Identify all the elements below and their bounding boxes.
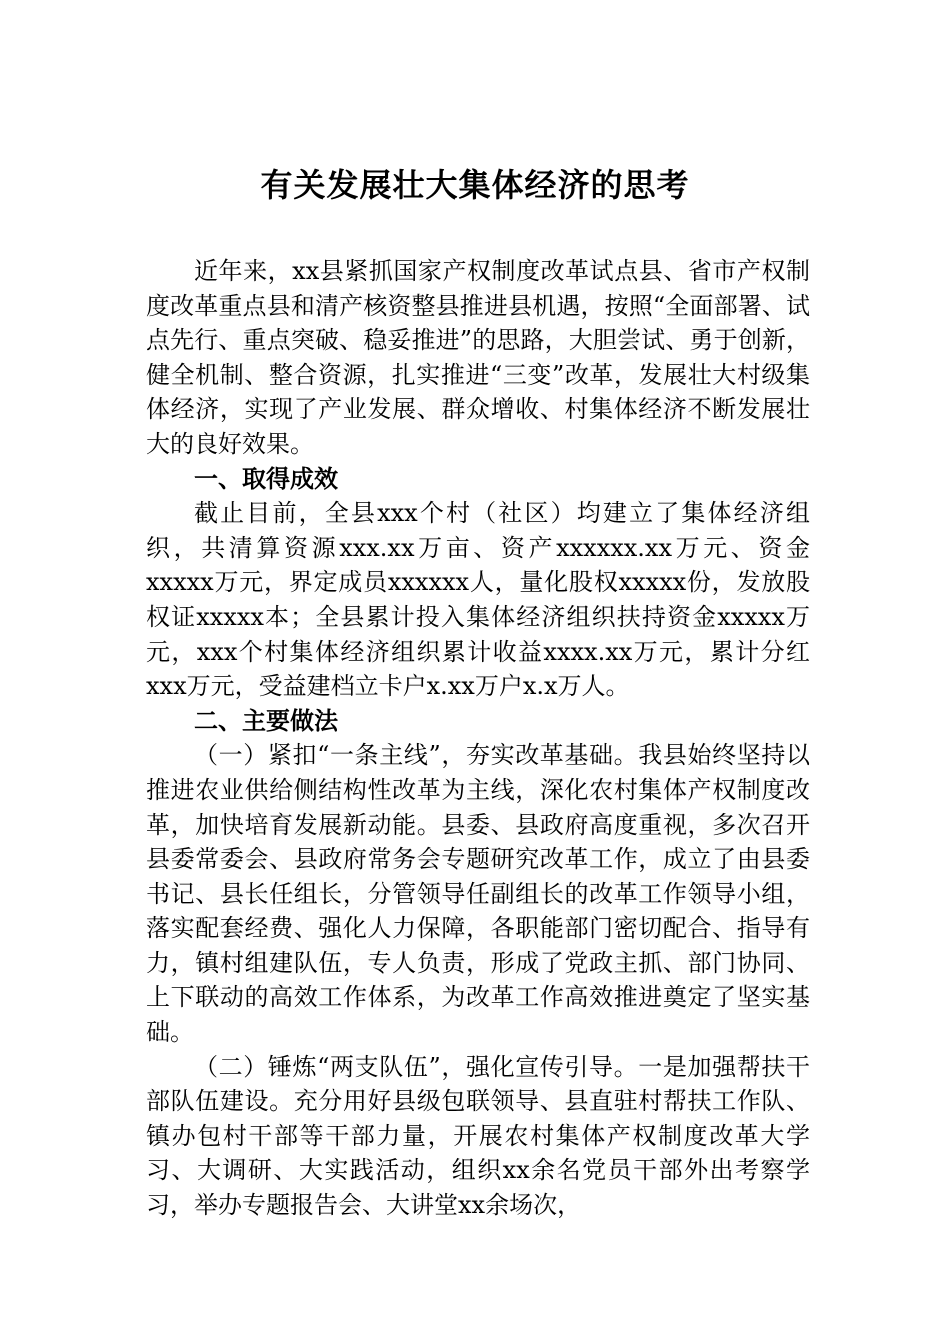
paragraph-method-two: （二）锤炼“两支队伍”，强化宣传引导。一是加强帮扶干部队伍建设。充分用好县级包联领导、县直驻村帮扶工作队、镇办包村干部等干部力量，开展农村集体产权制度改革大学习、大调研、大实践活动，组织xx余名党员干部外出考察学习，举办专题报告会、大讲堂xx余场次， — [146, 1052, 810, 1220]
paragraph-intro: 近年来，xx县紧抓国家产权制度改革试点县、省市产权制度改革重点县和清产核资整县推进县机遇，按照“全面部署、试点先行、重点突破、稳妥推进”的思路，大胆尝试、勇于创新，健全机制、整合资源，扎实推进“三变”改革，发展壮大村级集体经济，实现了产业发展、群众增收、村集体经济不断发展壮大的良好效果。 — [146, 257, 810, 458]
section-heading-results: 一、取得成效 — [194, 464, 338, 493]
document-body — [146, 254, 810, 1223]
section-heading-methods: 二、主要做法 — [194, 706, 338, 735]
paragraph-results: 截止目前，全县xxx个村（社区）均建立了集体经济组织，共清算资源xxx.xx万亩、资产xxxxxx.xx万元、资金xxxxx万元，界定成员xxxxxx人，量化股权xxxxx份，发放股权证xxxxx本；全县累计投入集体经济组织扶持资金xxxxx万元，xxx个村集体经济组织累计收益xxxx.xx万元，累计分红xxx万元，受益建档立卡户x.xx万户x.x万人。 — [146, 499, 810, 701]
document-title: 有关发展壮大集体经济的思考 — [260, 166, 690, 204]
paragraph-method-one: （一）紧扣“一条主线”，夯实改革基础。我县始终坚持以推进农业供给侧结构性改革为主线，深化农村集体产权制度改革，加快培育发展新动能。县委、县政府高度重视，多次召开县委常委会、县政府常务会专题研究改革工作，成立了由县委书记、县长任组长，分管领导任副组长的改革工作领导小组，落实配套经费、强化人力保障，各职能部门密切配合、指导有力，镇村组建队伍，专人负责，形成了党政主抓、部门协同、上下联动的高效工作体系，为改革工作高效推进奠定了坚实基础。 — [146, 741, 810, 1047]
